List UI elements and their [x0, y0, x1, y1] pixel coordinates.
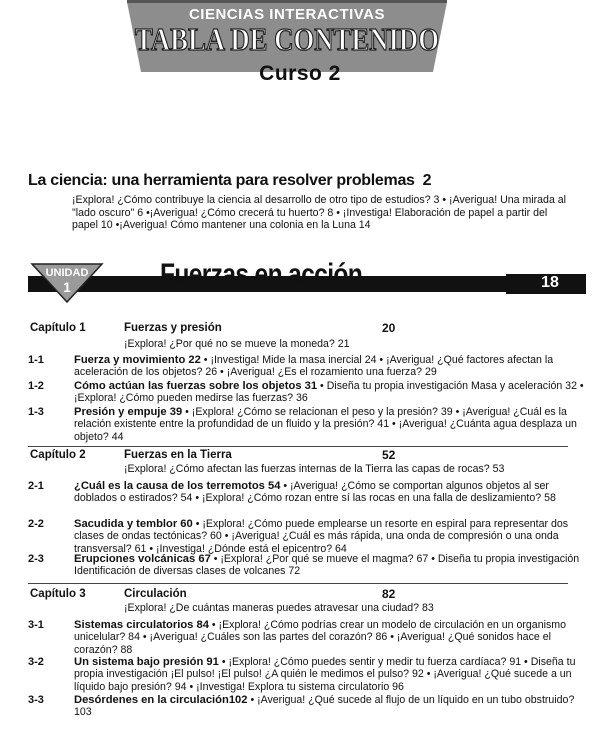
section-text: • ¡Explora! ¿Cómo se relacionan el peso y la presión? 39 • ¡Averigua! ¿Cuál es la relación existente entre la profundidad de un fluido y la presión? 41 • ¡Averigua! ¿Cuánta agua desplaza un objeto? 44	[74, 406, 577, 443]
section-entry	[28, 380, 588, 405]
chapter-label: Capítulo 2	[30, 449, 86, 461]
section-title: Erupciones volcánicas 67	[74, 553, 211, 565]
section-number: 2-2	[28, 518, 44, 530]
divider	[28, 583, 568, 584]
section-title: Un sistema bajo presión 91	[74, 656, 219, 668]
unit-label: UNIDAD	[45, 267, 89, 279]
section-text: • ¡Averigua! ¿Qué sucede al flujo de un líquido en un tubo obstruido? 103	[74, 694, 575, 719]
section-title: Fuerza y movimiento 22	[74, 354, 201, 366]
section-entry	[28, 406, 588, 443]
chapter-explore: ¡Explora! ¿De cuántas maneras puedes atravesar una ciudad? 83	[124, 602, 434, 614]
intro-title: La ciencia: una herramienta para resolver problemas	[28, 172, 415, 189]
chapter-page: 82	[382, 587, 396, 601]
chapter-label: Capítulo 3	[30, 588, 86, 600]
section-entry	[28, 354, 588, 379]
section-entry	[28, 553, 588, 578]
divider	[28, 446, 568, 447]
section-text: • Diseña tu propia investigación Masa y aceleración 32 • ¡Explora! ¿Cómo pueden medirse las fuerzas? 36	[74, 380, 584, 405]
series-title: CIENCIAS INTERACTIVAS	[188, 6, 386, 23]
toc-title: TABLA DE CONTENIDO	[135, 21, 439, 57]
unit-page: 18	[541, 274, 559, 291]
section-number: 2-1	[28, 480, 44, 492]
section-title: Sacudida y temblor 60	[74, 518, 193, 530]
chapter-title: Circulación	[124, 588, 187, 600]
chapter-title: Fuerzas y presión	[124, 322, 222, 334]
course-title: Curso 2	[259, 62, 341, 85]
section-number: 1-2	[28, 380, 44, 392]
chapter-label: Capítulo 1	[30, 322, 86, 334]
chapter-explore: ¡Explora! ¿Cómo afectan las fuerzas internas de la Tierra las capas de rocas? 53	[124, 463, 505, 475]
section-number: 1-1	[28, 354, 44, 366]
intro-page: 2	[422, 172, 432, 189]
intro-body: ¡Explora! ¿Cómo contribuye la ciencia al desarrollo de otro tipo de estudios? 3 • ¡Averigua! Una mirada al "lado oscuro" 6 •¡Averigua! ¿Cómo crecerá tu huerto? 8 • ¡Investiga! Elaboración de papel a partir del papel 10 •¡Averigua! Cómo mantener una colonia en la Luna 14	[72, 194, 567, 232]
section-title: Cómo actúan las fuerzas sobre los objetos 31	[74, 380, 318, 392]
chapter-page: 52	[382, 448, 396, 462]
section-number: 3-2	[28, 656, 44, 668]
section-entry	[28, 656, 588, 693]
chapter-title: Fuerzas en la Tierra	[124, 449, 232, 461]
section-text: • ¡Explora! ¿Cómo podrías crear un modelo de circulación en un organismo unicelular? 84 • ¡Averigua! ¿Cuáles son las partes del corazón? 86 • ¡Averigua! ¿Qué sonidos hace el corazón? 88	[74, 619, 566, 656]
section-number: 2-3	[28, 553, 44, 565]
section-title: Sistemas circulatorios 84	[74, 619, 209, 631]
section-number: 1-3	[28, 406, 44, 418]
section-text: • ¡Averigua! ¿Cómo se comportan algunos objetos al ser doblados o estirados? 54 • ¡Explora! ¿Cómo rozan entre sí las rocas en una falla de deslizamiento? 58	[74, 480, 556, 505]
chapter-page: 20	[382, 321, 396, 335]
intro-heading	[28, 172, 431, 190]
section-number: 3-1	[28, 619, 44, 631]
unit-number: 1	[63, 279, 71, 295]
section-title: Desórdenes en la circulación102	[74, 694, 248, 706]
section-entry	[28, 518, 588, 555]
section-entry	[28, 619, 588, 656]
section-title: Presión y empuje 39	[74, 406, 183, 418]
section-title: ¿Cuál es la causa de los terremotos 54	[74, 480, 281, 492]
section-entry	[28, 694, 588, 719]
section-text: • ¡Explora! ¿Por qué se mueve el magma? 67 • Diseña tu propia investigación Identificación de diversas clases de volcanes 72	[74, 553, 580, 578]
section-text: • ¡Explora! ¿Cómo puede emplearse un resorte en espiral para representar dos clases de ondas tectónicas? 60 • ¡Averigua! ¿Cuál es más rápida, una onda de compresión o una onda transversal? 61 • ¡Investiga! ¿Dónde está el epicentro? 64	[74, 518, 569, 555]
section-text: • ¡Explora! ¿Cómo puedes sentir y medir tu fuerza cardíaca? 91 • Diseña tu propia investigación ¡El pulso! ¡El pulso! ¿A quién le medimos el pulso? 92 • ¡Averigua! ¿Qué sucede a un líquido bajo presión? 94 • ¡Investiga! Explora tu sistema circulatorio 96	[74, 656, 576, 693]
section-number: 3-3	[28, 694, 44, 706]
section-text: • ¡Investiga! Mide la masa inercial 24 • ¡Averigua! ¿Qué factores afectan la aceleración de los objetos? 26 • ¡Averigua! ¿Es el rozamiento una fuerza? 29	[74, 354, 554, 379]
unit-badge	[30, 262, 104, 304]
chapter-explore: ¡Explora! ¿Por qué no se mueve la moneda? 21	[124, 338, 350, 350]
section-entry	[28, 480, 588, 505]
unit-title: Fuerzas en acción	[160, 258, 363, 291]
